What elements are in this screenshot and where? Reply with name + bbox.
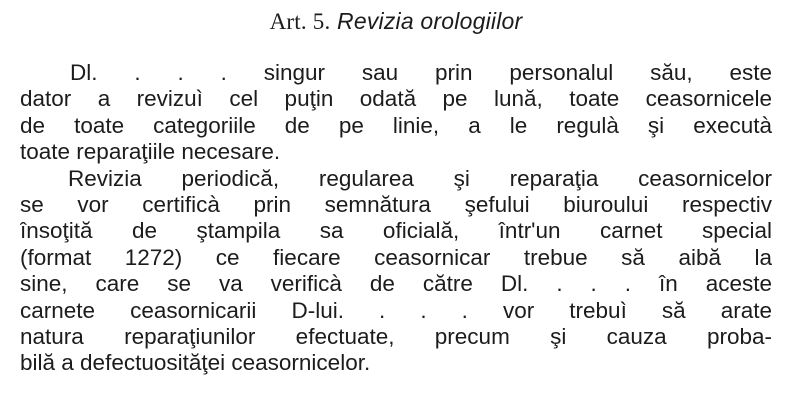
paragraph-2 bbox=[20, 166, 772, 377]
paragraph-2-line-8: bilă a defectuosităţei ceasornicelor. bbox=[20, 350, 371, 376]
paragraph-1-line-1: Dl. . . . singur sau prin personalul său, este bbox=[70, 60, 772, 85]
paragraph-2-line-3: însoţită de ştampila sa oficială, într'un carnet special bbox=[20, 218, 772, 244]
paragraph-1 bbox=[20, 60, 772, 166]
paragraph-1-line-3: de toate categoriile de pe linie, a le regulà şi executà bbox=[20, 112, 772, 138]
paragraph-1-line-4: toate reparaţiile necesare. bbox=[20, 139, 281, 165]
paragraph-2-line-4: (format 1272) ce fiecare ceasornicar trebue să aibă la bbox=[20, 244, 772, 270]
article-heading bbox=[20, 6, 772, 37]
article-number: Art. 5. bbox=[269, 9, 331, 34]
paragraph-2-line-7: natura reparaţiunilor efectuate, precum şi cauza proba- bbox=[20, 323, 772, 349]
paragraph-2-line-5: sine, care se va verificà de către Dl. . . . în aceste bbox=[20, 271, 772, 297]
paragraph-1-line-2: dator a revizuì cel puţin odată pe lună, toate ceasornicele bbox=[20, 86, 772, 112]
paragraph-2-line-2: se vor certificà prin semnătura şefului biuroului respectiv bbox=[20, 191, 772, 217]
paragraph-2-line-6: carnete ceasornicarii D-lui. . . . vor trebuì să arate bbox=[20, 297, 772, 323]
paragraph-2-line-1: Revizia periodică, regularea şi reparaţia ceasornicelor bbox=[68, 165, 772, 191]
article-title: Revizia orologiilor bbox=[337, 8, 523, 34]
